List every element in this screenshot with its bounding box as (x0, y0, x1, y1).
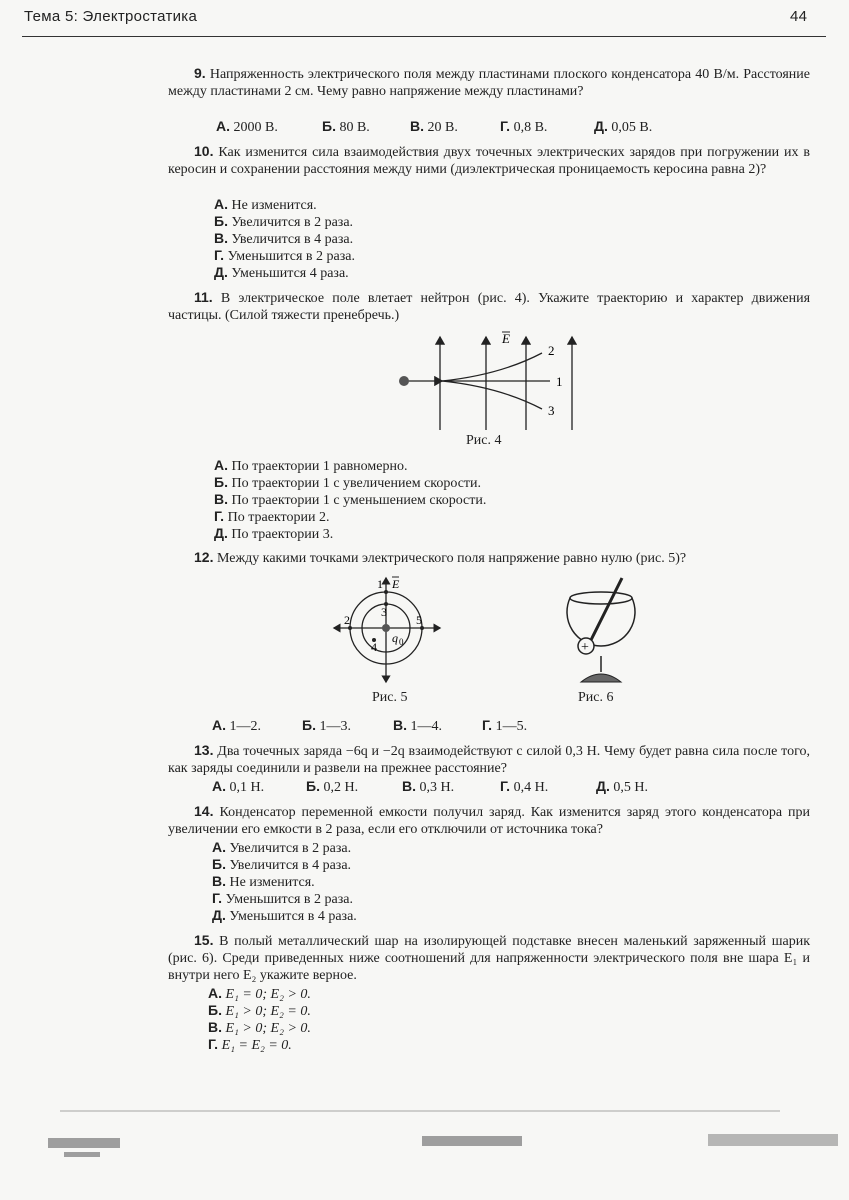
question-number: 15. (194, 932, 214, 948)
answer-option: В. Увеличится в 4 раза. (214, 230, 354, 247)
point-1-label: 1 (377, 577, 383, 591)
answer-option: Б. E₁ > 0; E₂ = 0. (208, 1002, 311, 1019)
figure-4-neutron-trajectory (390, 325, 590, 433)
stand-base (581, 674, 621, 682)
answer-option: А. Увеличится в 2 раза. (212, 839, 352, 856)
answer-option: В. 0,3 Н. (402, 778, 455, 795)
point-5-label: 5 (416, 613, 422, 627)
question-text: Два точечных заряда −6q и −2q взаимодействуют с силой 0,3 Н. Чему будет равна сила после того, как заряды соединили и развели на прежнее расстояние? (168, 744, 810, 776)
question-number: 12. (194, 549, 214, 565)
answer-option: Г. 0,4 Н. (500, 778, 549, 795)
figure-6-caption: Рис. 6 (578, 690, 614, 705)
scan-artifact (708, 1134, 838, 1146)
question-14 (168, 803, 810, 838)
answer-option: А. Не изменится. (214, 196, 317, 213)
question-12 (168, 549, 810, 567)
question-number: 14. (194, 803, 214, 819)
figure-6-hollow-sphere (556, 574, 646, 686)
question-number: 11. (194, 289, 213, 305)
question-15 (168, 932, 810, 984)
page-number: 44 (790, 8, 808, 25)
answer-option: В. E₁ > 0; E₂ > 0. (208, 1019, 311, 1036)
trajectory-2-label: 2 (548, 343, 555, 358)
scan-artifact (422, 1136, 522, 1146)
question-9 (168, 65, 810, 100)
point-2-label: 2 (344, 613, 350, 627)
answer-option: В. По траектории 1 с уменьшением скорости. (214, 491, 487, 508)
answer-option: В. 1—4. (393, 717, 442, 734)
header-title: Тема 5: Электростатика (24, 8, 198, 25)
answer-option: В. 20 В. (410, 118, 458, 135)
scan-artifact (48, 1138, 120, 1148)
answer-option: Г. 0,8 В. (500, 118, 548, 135)
point-3-label: 3 (381, 605, 387, 619)
answer-option: А. 0,1 Н. (212, 778, 265, 795)
field-label: E (502, 331, 510, 346)
answer-option: Г. По траектории 2. (214, 508, 330, 525)
answer-option: А. E₁ = 0; E₂ > 0. (208, 985, 311, 1002)
answer-option: В. Не изменится. (212, 873, 315, 890)
answer-option: Б. По траектории 1 с увеличением скорости. (214, 474, 482, 491)
question-text: В полый металлический шар на изолирующей подставке внесен маленький заряженный шарик (рис. 6). Среди приведенных ниже соотношений для напряженности электрического поля вне шара E₁ и внутри него E₂ укажите верное. (168, 934, 810, 983)
answer-option: Д. 0,5 Н. (596, 778, 648, 795)
question-13 (168, 742, 810, 777)
answer-option: А. 1—2. (212, 717, 261, 734)
answer-option: Б. 80 В. (322, 118, 370, 135)
charge-q0 (382, 624, 390, 632)
point-4-label: 4 (371, 640, 377, 654)
scan-artifact (64, 1152, 100, 1157)
answer-option: Д. 0,05 В. (594, 118, 653, 135)
insulating-rod (591, 578, 622, 640)
field-label: E (392, 577, 400, 591)
answer-option: Г. Уменьшится в 2 раза. (214, 247, 355, 264)
trajectory-2 (442, 353, 542, 381)
answer-option: Г. 1—5. (482, 717, 528, 734)
answer-option: Д. Уменьшится 4 раза. (214, 264, 349, 281)
answer-option: Д. Уменьшится в 4 раза. (212, 907, 357, 924)
sphere-opening (570, 592, 632, 604)
question-text: Конденсатор переменной емкости получил заряд. Как изменится заряд этого конденсатора при увеличении его емкости в 2 раза, если его отключили от источника тока? (168, 805, 811, 837)
question-text: Между какими точками электрического поля напряжение равно нулю (рис. 5)? (216, 551, 687, 566)
question-text: Напряженность электрического поля между пластинами плоского конденсатора 40 В/м. Расстояние между пластинами 2 см. Чему равно напряжение между пластинами? (168, 67, 811, 99)
neutron-particle (399, 376, 409, 386)
question-number: 10. (194, 143, 214, 159)
answer-option: А. По траектории 1 равномерно. (214, 457, 408, 474)
question-10 (168, 143, 810, 178)
trajectory-1-label: 1 (556, 374, 563, 389)
charge-sign: + (581, 640, 589, 655)
charge-subscript: 0 (399, 637, 404, 647)
answer-option: А. 2000 В. (216, 118, 278, 135)
figure-5-caption: Рис. 5 (372, 690, 408, 705)
answer-option: Г. Уменьшится в 2 раза. (212, 890, 353, 907)
answer-option: Б. 1—3. (302, 717, 351, 734)
answer-option: Д. По траектории 3. (214, 525, 334, 542)
trajectory-3 (442, 381, 542, 409)
question-text: Как изменится сила взаимодействия двух точечных электрических зарядов при погружении их в керосин и сохранении расстояния между ними (диэлектрическая проницаемость керосина равна 2)? (168, 145, 811, 177)
answer-option: Г. E₁ = E₂ = 0. (208, 1036, 292, 1053)
point-1 (384, 590, 388, 594)
question-text: В электрическое поле влетает нейтрон (рис. 4). Укажите траекторию и характер движения частицы. (Силой тяжести пренебречь.) (168, 291, 811, 323)
scan-artifact (60, 1110, 780, 1112)
answer-option: Б. Увеличится в 4 раза. (212, 856, 352, 873)
question-number: 13. (194, 742, 214, 758)
charge-label: q (392, 631, 398, 645)
trajectory-3-label: 3 (548, 403, 555, 418)
header-divider (22, 36, 826, 37)
question-11 (168, 289, 810, 324)
answer-option: Б. Увеличится в 2 раза. (214, 213, 354, 230)
figure-5-point-charge-field (328, 570, 448, 685)
question-number: 9. (194, 65, 206, 81)
answer-option: Б. 0,2 Н. (306, 778, 359, 795)
figure-4-caption: Рис. 4 (466, 433, 502, 448)
